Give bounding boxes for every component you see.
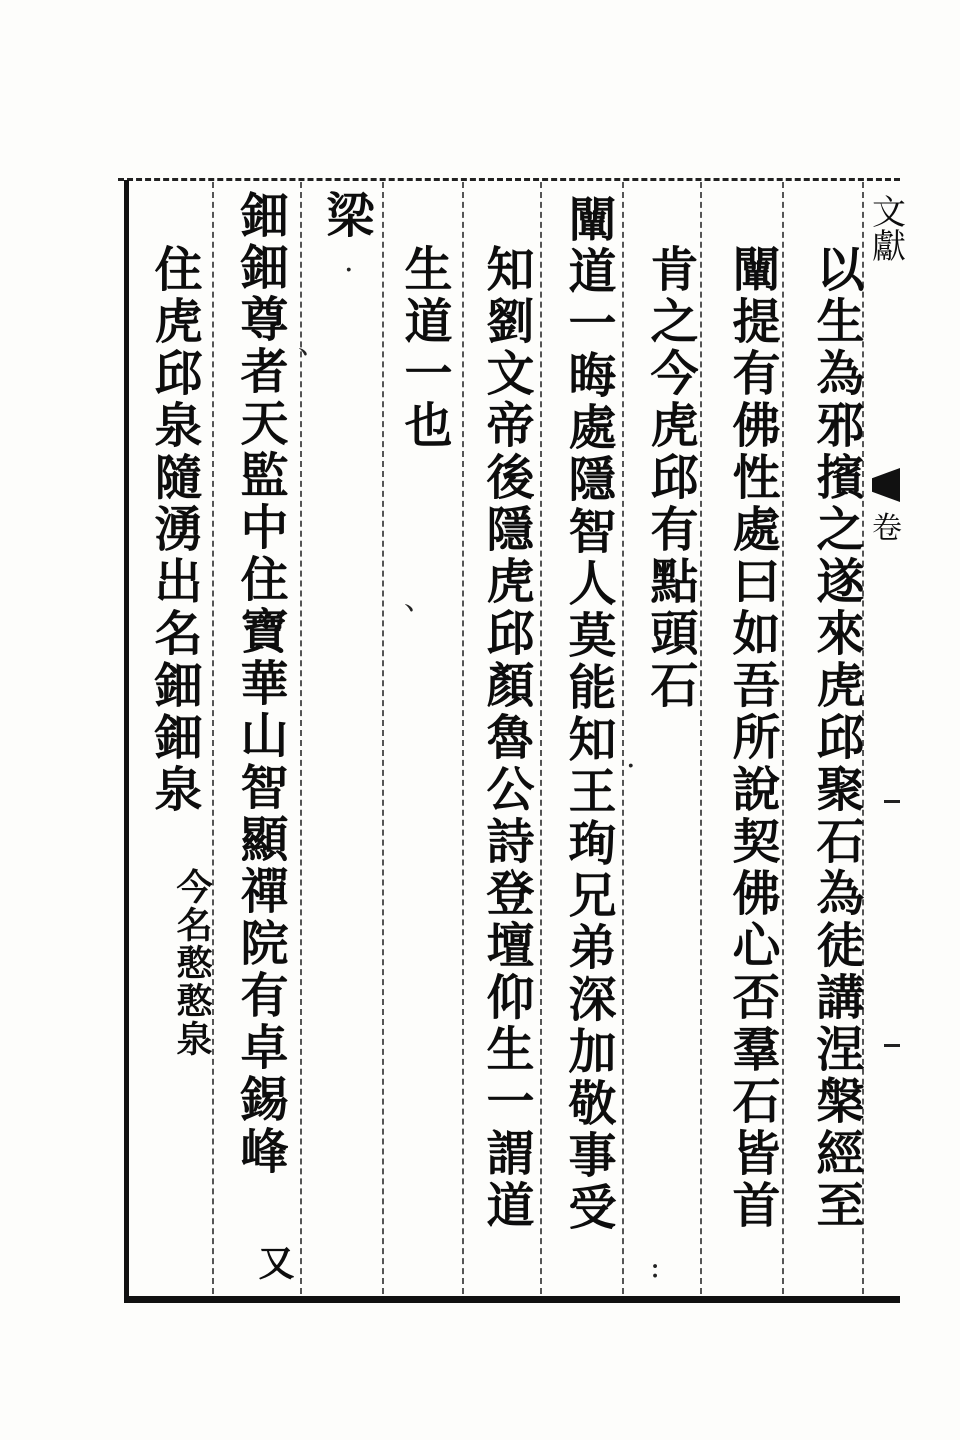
text-column-5: 知劉文帝後隱虎邱顏魯公詩登壇仰生一謂道 — [478, 244, 534, 1232]
text-column-3: 肯之今虎邱有點頭石 — [642, 244, 698, 712]
bottom-border — [124, 1296, 900, 1303]
text-column-2: 闡提有佛性處曰如吾所說契佛心否羣石皆首 — [724, 244, 780, 1232]
punctuation-mark: : — [650, 1250, 661, 1285]
punctuation-mark: . — [344, 244, 354, 279]
text-column-8: 鈿鈿尊者天監中住寶華山智顯禪院有卓錫峰 — [232, 190, 288, 1178]
column-rule — [540, 182, 542, 1294]
text-column-9: 住虎邱泉隨湧出名鈿鈿泉 — [146, 244, 202, 816]
fish-tail-mark — [872, 468, 900, 502]
left-border — [124, 180, 129, 1302]
punctuation-mark: 、 — [298, 326, 328, 361]
column-rule — [382, 182, 384, 1294]
text-column-1: 以生為邪擯之遂來虎邱聚石為徒講涅槃經至 — [808, 244, 864, 1232]
column-rule — [700, 182, 702, 1294]
column-rule — [622, 182, 624, 1294]
text-column-6: 生道一也 — [396, 244, 452, 452]
punctuation-mark: . — [626, 740, 636, 775]
margin-title-text: 文獻 — [872, 193, 906, 267]
text-column-4: 闡道一晦處隱智人莫能知王珣兄弟深加敬事受 — [560, 194, 616, 1234]
punctuation-mark: 、 — [404, 582, 434, 617]
text-column-7: 梁 — [318, 190, 374, 242]
margin-dash — [884, 1044, 900, 1047]
column-end-note: 今名憨憨泉 — [171, 868, 213, 1058]
column-rule — [462, 182, 464, 1294]
column-rule — [782, 182, 784, 1294]
margin-fascicle-text: 卷 — [872, 511, 902, 546]
column-rule — [212, 182, 214, 1294]
margin-dash — [884, 800, 900, 803]
column-end-note: 又 — [253, 1244, 295, 1282]
top-border — [118, 178, 900, 181]
